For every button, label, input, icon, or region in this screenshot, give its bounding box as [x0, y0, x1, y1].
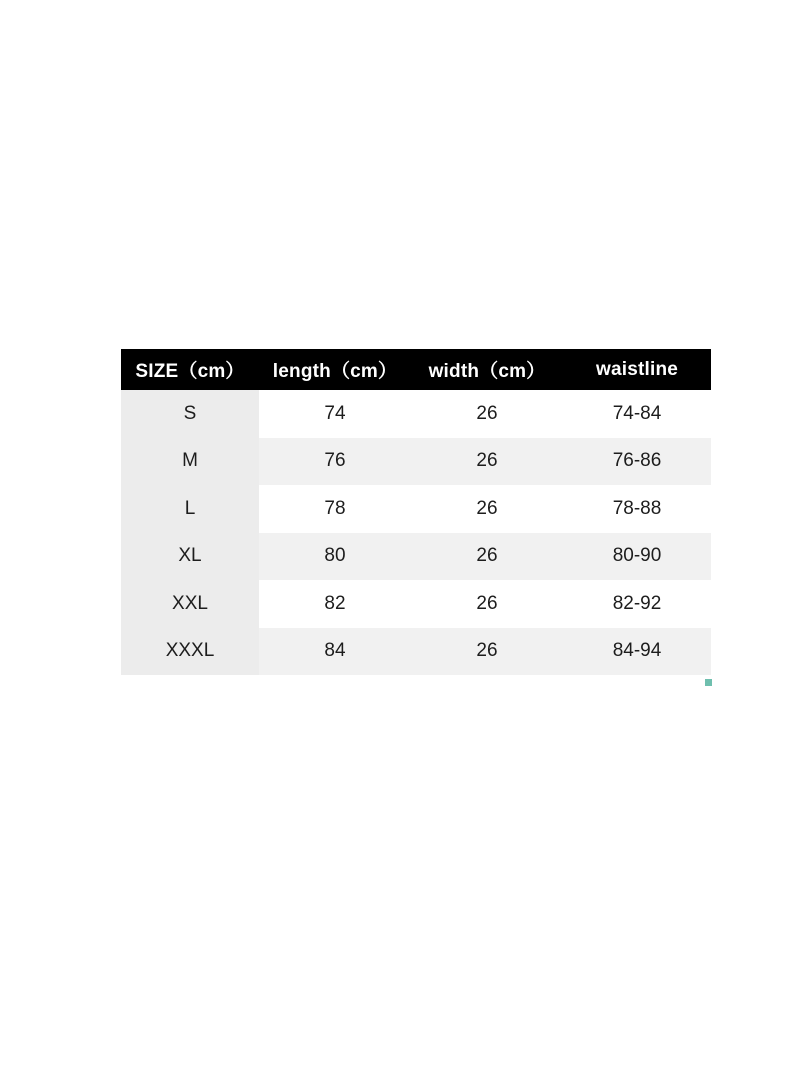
cell-length: 82	[259, 580, 411, 628]
table-row	[121, 628, 711, 676]
cell-size: XXXL	[121, 628, 259, 676]
cell-width: 26	[411, 390, 563, 438]
table-row	[121, 485, 711, 533]
table-body	[121, 390, 711, 675]
cell-length: 76	[259, 438, 411, 486]
cell-length: 74	[259, 390, 411, 438]
cell-size: S	[121, 390, 259, 438]
column-header-width: width（cm）	[411, 349, 563, 390]
cell-width: 26	[411, 580, 563, 628]
cell-width: 26	[411, 628, 563, 676]
cell-width: 26	[411, 485, 563, 533]
cell-waistline: 74-84	[563, 390, 711, 438]
cell-length: 80	[259, 533, 411, 581]
cell-waistline: 84-94	[563, 628, 711, 676]
cell-waistline: 76-86	[563, 438, 711, 486]
table-row	[121, 580, 711, 628]
cell-length: 78	[259, 485, 411, 533]
size-chart-table	[121, 349, 711, 675]
cell-size: M	[121, 438, 259, 486]
table-row	[121, 438, 711, 486]
table-header-row	[121, 349, 711, 390]
corner-mark	[705, 679, 712, 686]
column-header-waistline: waistline	[563, 349, 711, 390]
cell-size: XL	[121, 533, 259, 581]
column-header-size: SIZE（cm）	[121, 349, 259, 390]
cell-length: 84	[259, 628, 411, 676]
cell-size: L	[121, 485, 259, 533]
table-row	[121, 533, 711, 581]
cell-waistline: 82-92	[563, 580, 711, 628]
cell-width: 26	[411, 533, 563, 581]
table-header	[121, 349, 711, 390]
column-header-length: length（cm）	[259, 349, 411, 390]
cell-width: 26	[411, 438, 563, 486]
cell-size: XXL	[121, 580, 259, 628]
cell-waistline: 80-90	[563, 533, 711, 581]
cell-waistline: 78-88	[563, 485, 711, 533]
table-row	[121, 390, 711, 438]
